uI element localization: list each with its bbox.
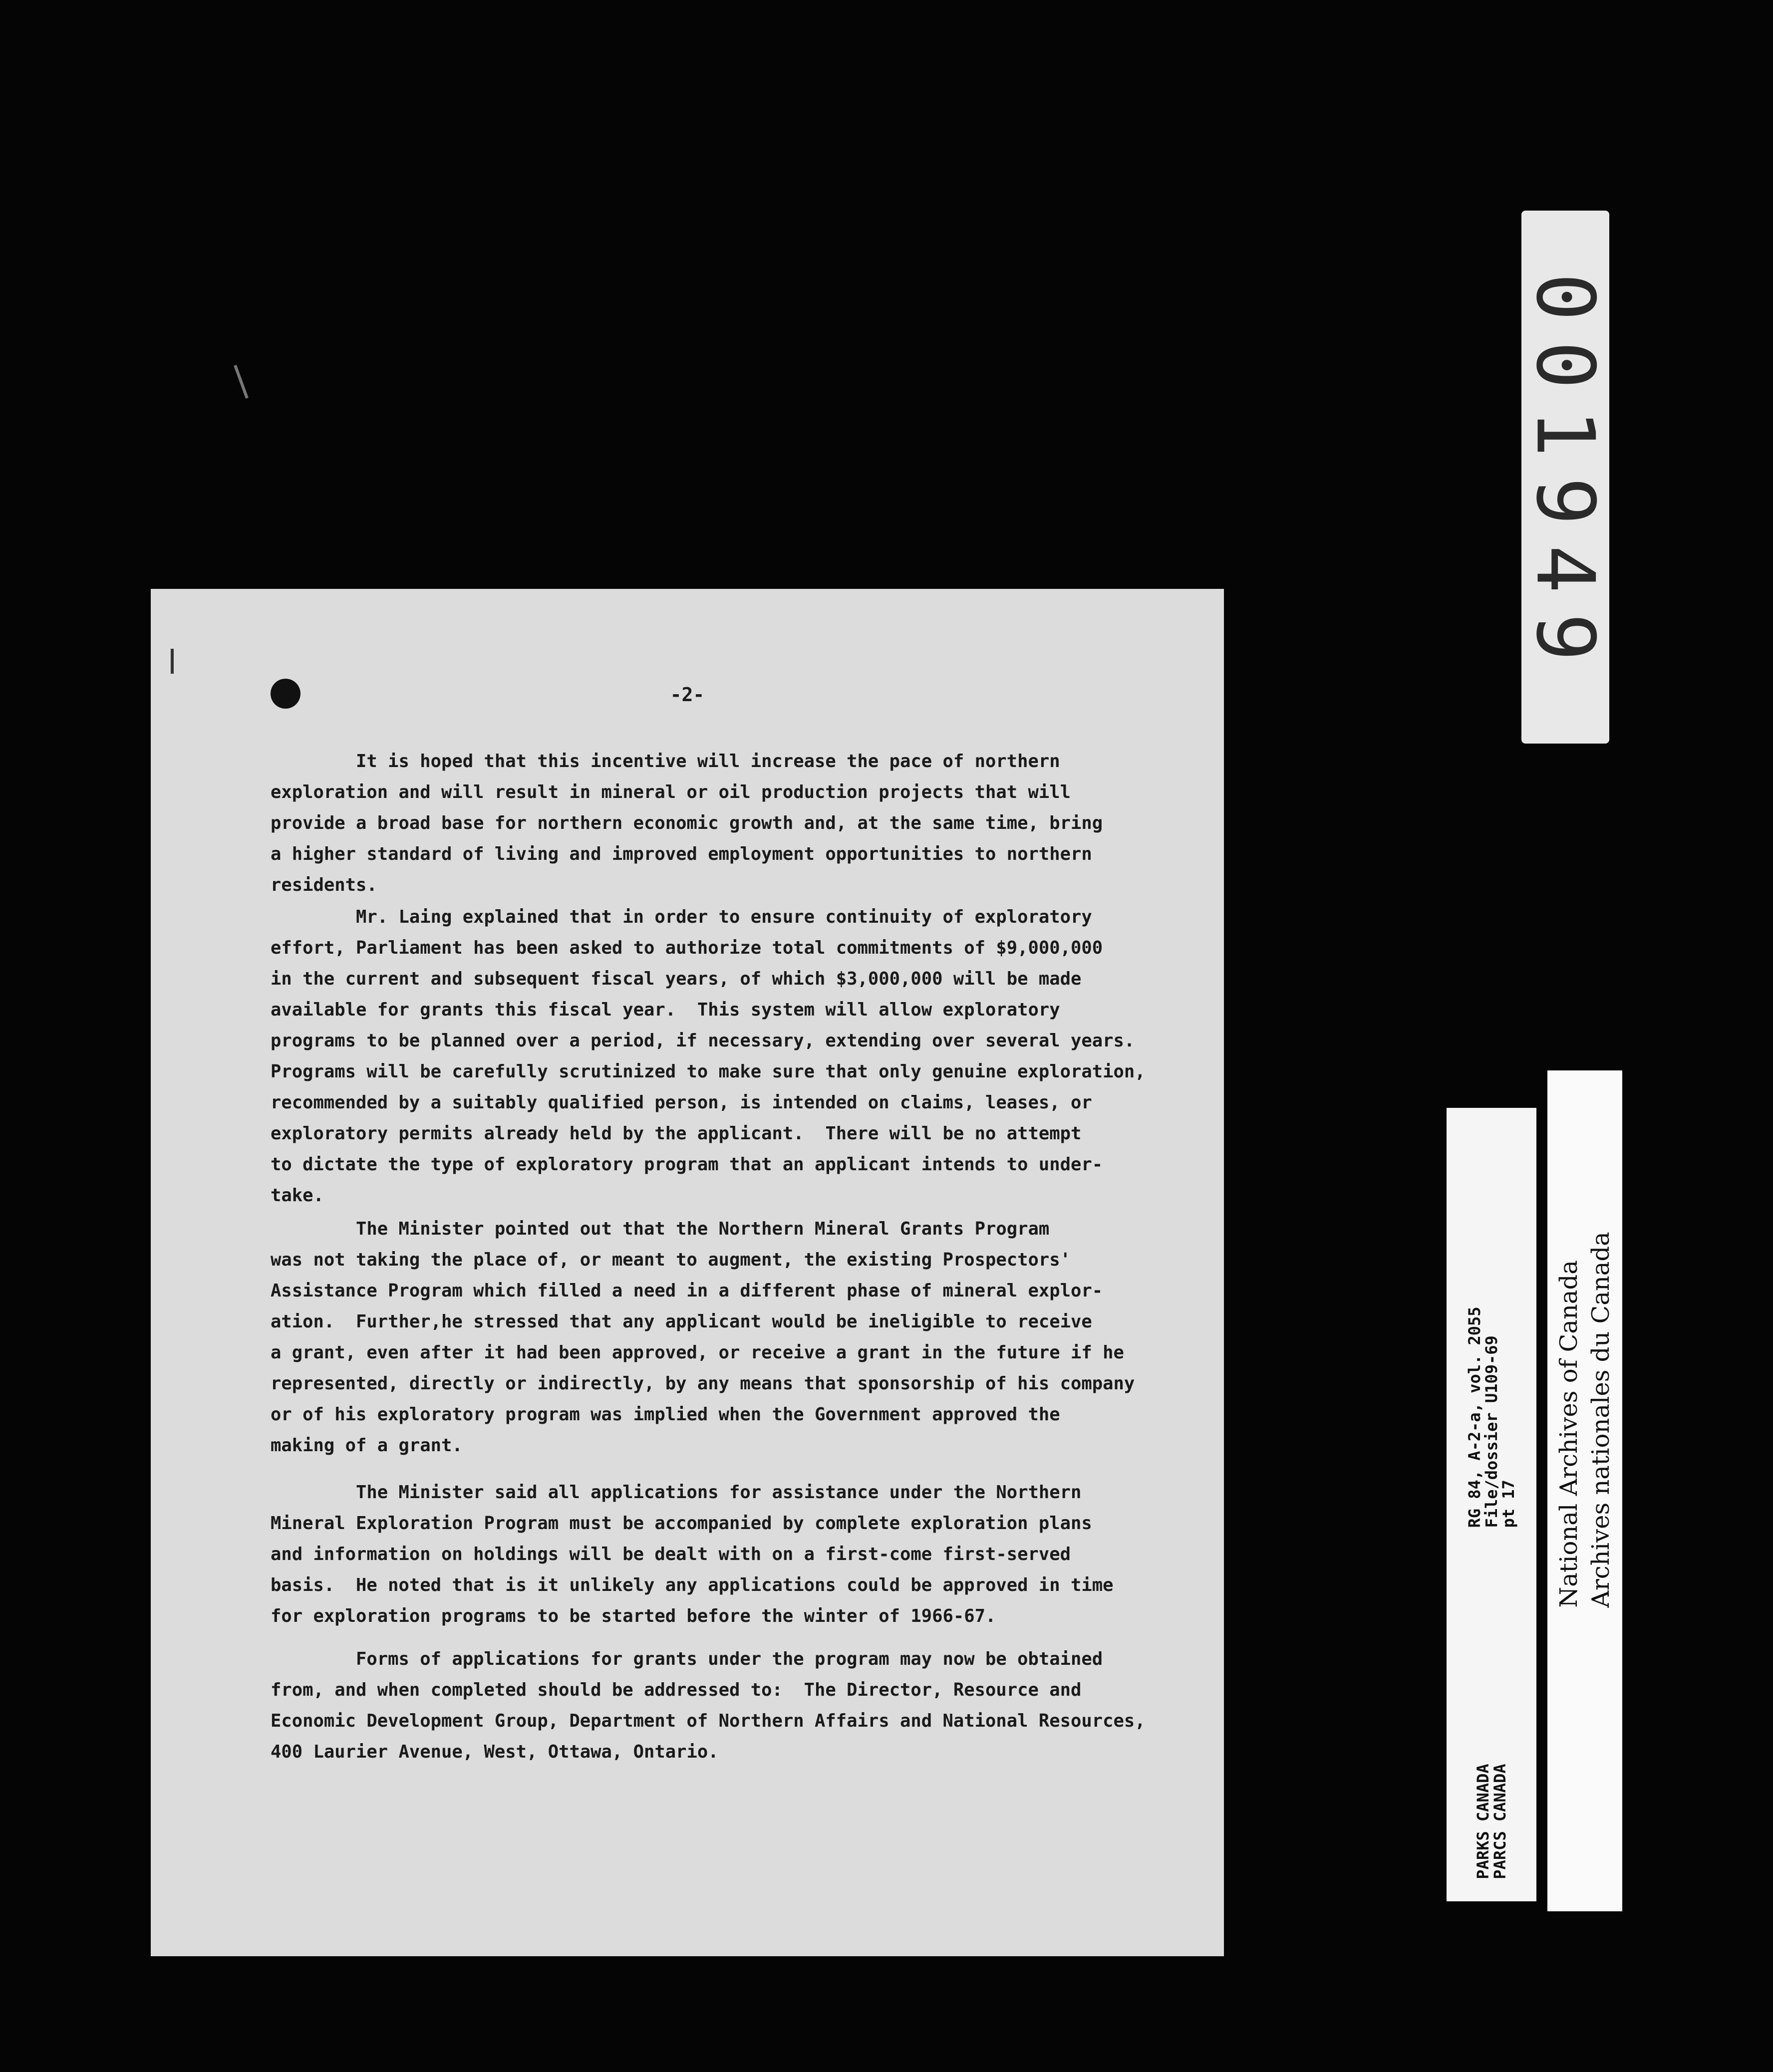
text-line: exploration and will result in mineral or oil production projects that will [271, 782, 1071, 802]
archive-reference-label [1447, 1108, 1536, 1901]
text-line: 400 Laurier Avenue, West, Ottawa, Ontario. [271, 1742, 719, 1762]
paragraph-4 [271, 1477, 1219, 1632]
text-line: Programs will be carefully scrutinized to make sure that only genuine exploration, [271, 1061, 1146, 1082]
text-line: a grant, even after it had been approved, or receive a grant in the future if he [271, 1342, 1124, 1363]
agency-line-1: PARKS CANADA [1474, 1764, 1492, 1879]
text-line: Forms of applications for grants under the program may now be obtained [271, 1649, 1103, 1669]
archives-name-block [1553, 1232, 1617, 1608]
paragraph-3 [271, 1214, 1219, 1461]
agency-line-2: PARCS CANADA [1490, 1764, 1509, 1879]
text-line: It is hoped that this incentive will increase the pace of northern [271, 751, 1060, 772]
archives-name-label [1547, 1070, 1622, 1911]
reference-line-3: pt 17 [1499, 1480, 1518, 1528]
text-line: effort, Parliament has been asked to authorize total commitments of $9,000,000 [271, 938, 1103, 958]
text-line: provide a broad base for northern economic growth and, at the same time, bring [271, 813, 1103, 833]
text-line: Mineral Exploration Program must be accompanied by complete exploration plans [271, 1513, 1092, 1534]
text-line: and information on holdings will be dealt with on a first-come first-served [271, 1544, 1071, 1564]
text-line: Economic Development Group, Department of Northern Affairs and National Resources, [271, 1711, 1146, 1731]
text-line: exploratory permits already held by the applicant. There will be no attempt [271, 1123, 1082, 1144]
paragraph-2 [271, 902, 1219, 1211]
archives-line-en: National Archives of Canada [1555, 1260, 1583, 1608]
reference-line-1: RG 84, A-2-a, vol. 2055 [1465, 1306, 1484, 1528]
text-line: residents. [271, 875, 377, 895]
page-number: -2- [670, 684, 705, 706]
text-line: a higher standard of living and improved employment opportunities to northern [271, 844, 1092, 864]
film-frame-mark [234, 365, 249, 399]
text-line: from, and when completed should be addressed to: The Director, Resource and [271, 1680, 1082, 1700]
text-line: take. [271, 1185, 324, 1206]
text-line: was not taking the place of, or meant to augment, the existing Prospectors' [271, 1250, 1071, 1270]
text-line: programs to be planned over a period, if necessary, extending over several years. [271, 1031, 1135, 1051]
text-line: represented, directly or indirectly, by any means that sponsorship of his company [271, 1373, 1135, 1394]
text-line: in the current and subsequent fiscal years, of which $3,000,000 will be made [271, 969, 1082, 989]
text-line: available for grants this fiscal year. This system will allow exploratory [271, 1000, 1060, 1020]
text-line: to dictate the type of exploratory program that an applicant intends to under- [271, 1154, 1103, 1175]
text-line: ation. Further,he stressed that any applicant would be ineligible to receive [271, 1311, 1092, 1332]
text-line: recommended by a suitably qualified person, is intended on claims, leases, or [271, 1092, 1092, 1113]
paragraph-1 [271, 746, 1219, 901]
page-corner-mark [171, 649, 174, 674]
frame-counter [1518, 211, 1612, 744]
agency-block [1475, 1764, 1508, 1879]
text-line: for exploration programs to be started before the winter of 1966-67. [271, 1606, 996, 1626]
text-line: The Minister said all applications for assistance under the Northern [271, 1482, 1082, 1503]
reference-block [1466, 1306, 1517, 1528]
text-line: Assistance Program which filled a need in a different phase of mineral explor- [271, 1281, 1103, 1301]
text-line: The Minister pointed out that the Northern Mineral Grants Program [271, 1219, 1050, 1239]
text-line: or of his exploratory program was implied when the Government approved the [271, 1404, 1060, 1425]
archives-line-fr: Archives nationales du Canada [1587, 1232, 1615, 1608]
text-line: making of a grant. [271, 1435, 463, 1456]
document-page [151, 589, 1224, 1956]
text-line: basis. He noted that is it unlikely any applications could be approved in time [271, 1575, 1114, 1595]
paragraph-5 [271, 1644, 1219, 1768]
reference-line-2: File/dossier U109-69 [1482, 1335, 1501, 1528]
text-line: Mr. Laing explained that in order to ensure continuity of exploratory [271, 907, 1092, 927]
frame-counter-digits: 001949 [1518, 273, 1612, 681]
